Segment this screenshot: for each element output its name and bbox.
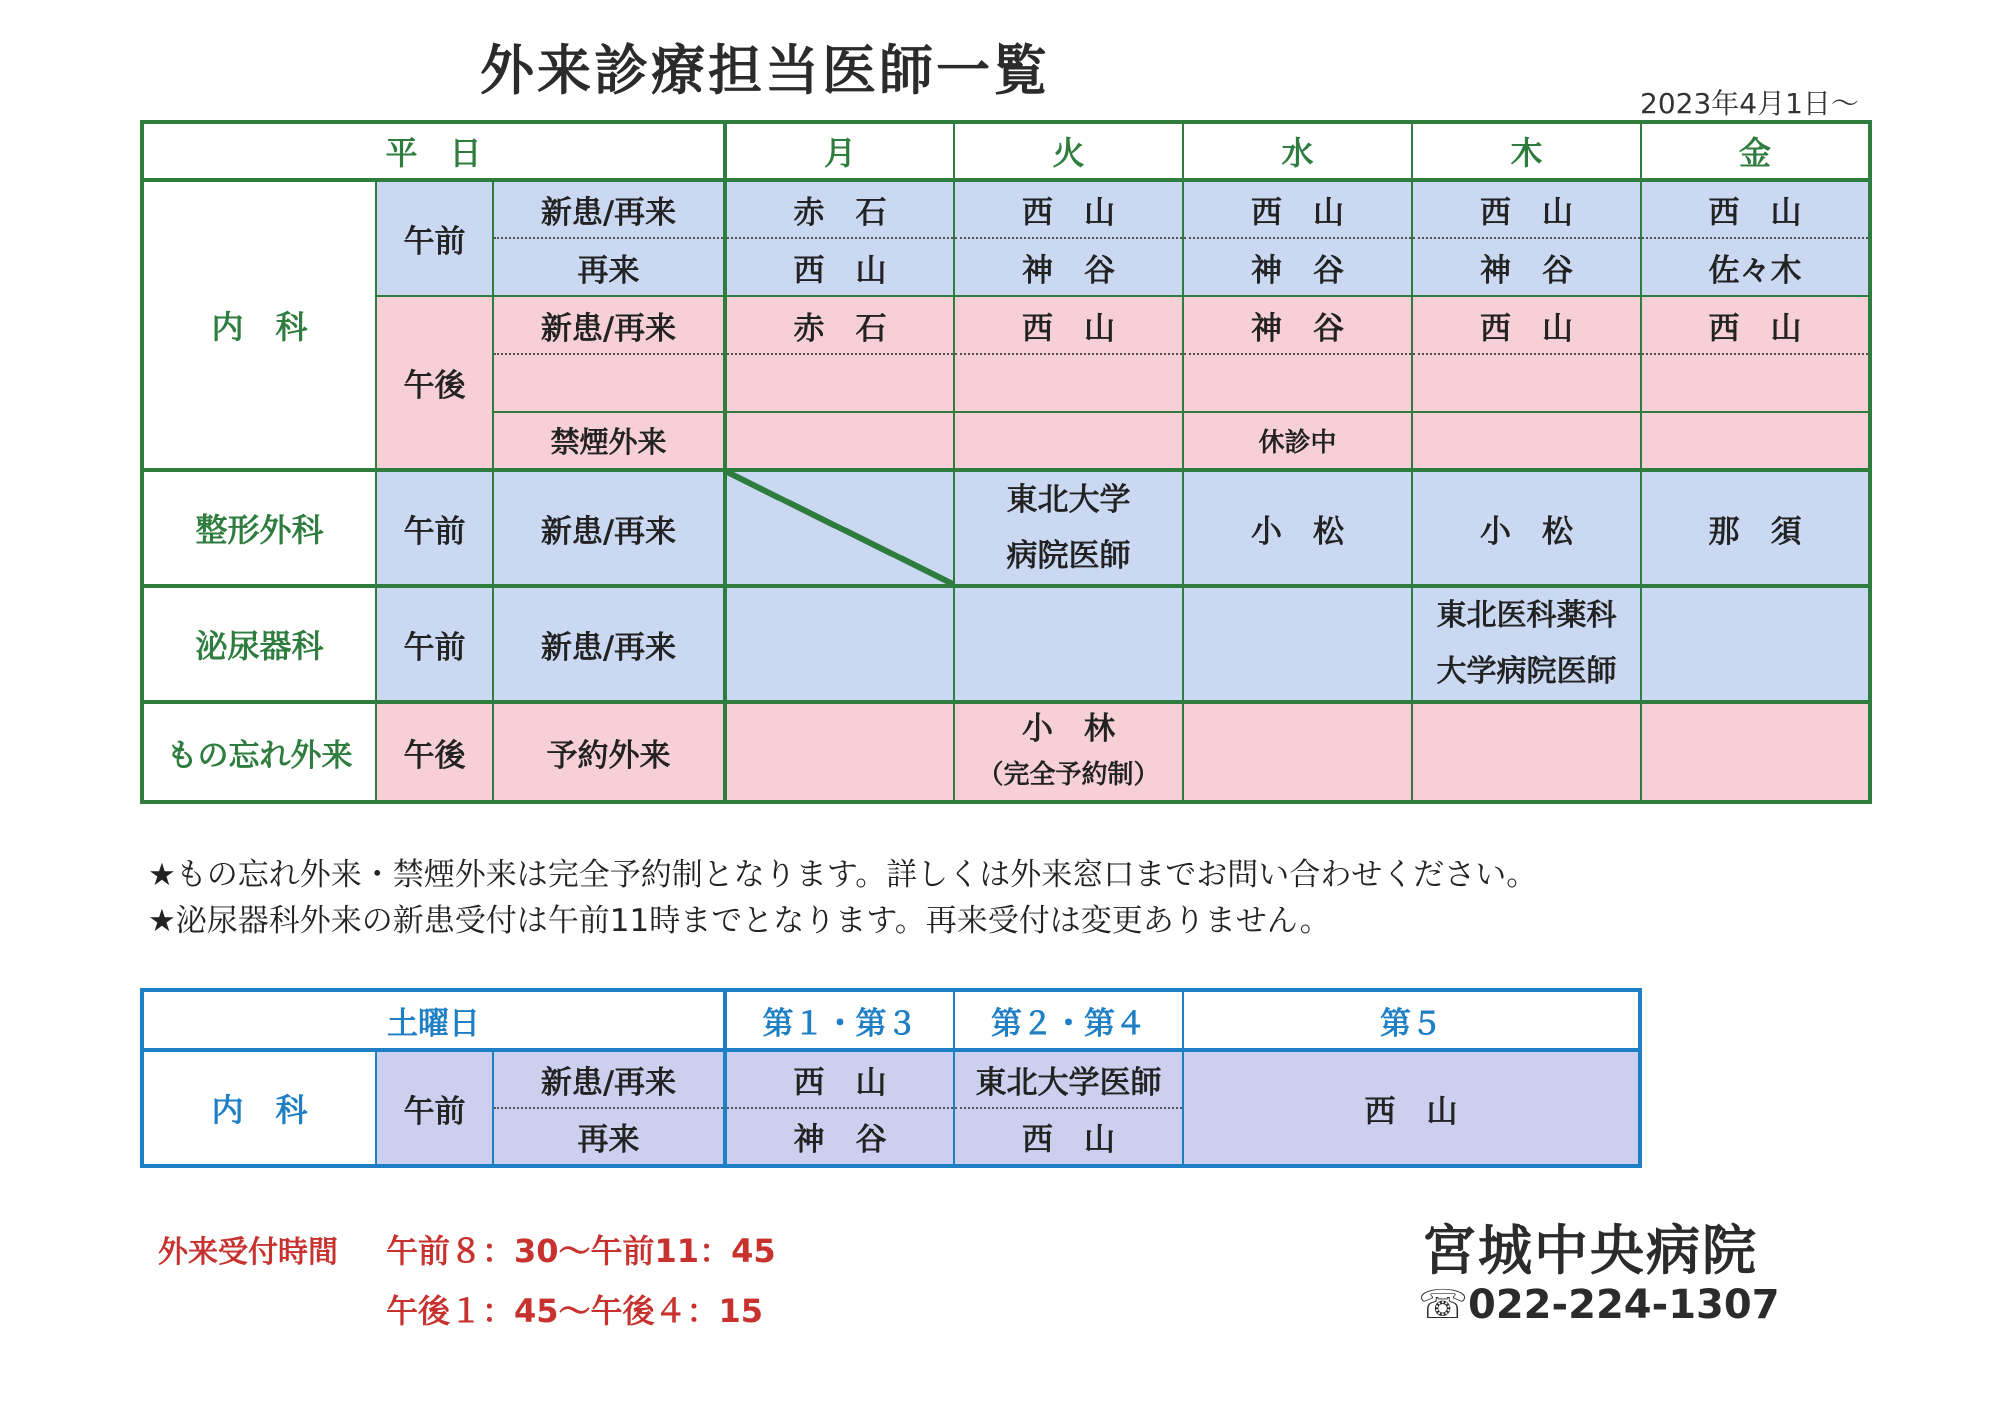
empty-cell: [1641, 354, 1870, 412]
visit-type: 新患/再来: [493, 470, 725, 586]
day-header-thu: 木: [1412, 122, 1641, 180]
visit-type: 新患/再来: [493, 586, 725, 702]
doctor-cell: 西 山: [1183, 1050, 1640, 1166]
reception-hours-pm: [158, 1282, 776, 1340]
week-header-1-3: 第１・第３: [725, 990, 954, 1050]
doctor-cell: 那 須: [1641, 470, 1870, 586]
empty-cell: [1641, 586, 1870, 702]
reservation-note: （完全予約制）: [977, 760, 1160, 790]
doctor-cell: 神 谷: [1183, 296, 1412, 354]
week-header-2-4: 第２・第４: [954, 990, 1183, 1050]
doctor-cell: 西 山: [1412, 296, 1641, 354]
time-am: 午前: [376, 470, 493, 586]
dept-monowasure: もの忘れ外来: [142, 702, 376, 802]
visit-type: 再来: [493, 238, 725, 296]
time-pm: 午後: [376, 296, 493, 470]
empty-cell: [1412, 354, 1641, 412]
weekday-header-row: [142, 122, 1870, 180]
saturday-schedule-table: [140, 988, 1642, 1168]
dept-hinyo: 泌尿器科: [142, 586, 376, 702]
doctor-cell: 小 松: [1183, 470, 1412, 586]
doctor-cell: 西 山: [725, 1050, 954, 1108]
doctor-cell: 赤 石: [725, 180, 954, 238]
page-title: 外来診療担当医師一覧: [480, 39, 1050, 102]
doctor-cell: 西 山: [1412, 180, 1641, 238]
dept-seikei: 整形外科: [142, 470, 376, 586]
naika-am-new-row: [142, 180, 1870, 238]
doctor-cell: 東北大学医師: [954, 1050, 1183, 1108]
empty-cell: [954, 354, 1183, 412]
weekday-header-label: 平 日: [142, 122, 725, 180]
doctor-line: 大学病院医師: [1436, 654, 1617, 689]
empty-cell: [725, 586, 954, 702]
hinyo-row: [142, 586, 1870, 702]
saturday-new-row: [142, 1050, 1640, 1108]
empty-cell: [1641, 412, 1870, 470]
empty-cell: [1412, 702, 1641, 802]
hospital-name: 宮城中央病院: [1422, 1219, 1758, 1282]
doctor-cell: 神 谷: [954, 238, 1183, 296]
visit-type: 新患/再来: [493, 296, 725, 354]
note-line: ★泌尿器科外来の新患受付は午前11時までとなります。再来受付は変更ありません。: [148, 903, 1331, 939]
empty-cell: [1183, 702, 1412, 802]
time-am: 午前: [376, 586, 493, 702]
reception-hours-am: [158, 1222, 776, 1282]
doctor-cell: 神 谷: [1412, 238, 1641, 296]
effective-date: 2023年4月1日～: [1640, 87, 1859, 120]
naika-pm-new-row: [142, 296, 1870, 354]
seikei-row: [142, 470, 1870, 586]
doctor-cell: [954, 702, 1183, 802]
week-header-5: 第５: [1183, 990, 1640, 1050]
doctor-cell: 神 谷: [725, 1108, 954, 1166]
visit-type: 新患/再来: [493, 1050, 725, 1108]
reception-am-time: 午前８：30～午前11：45: [386, 1232, 776, 1270]
reception-pm-time: 午後１：45～午後４：15: [386, 1292, 764, 1330]
doctor-cell: 神 谷: [1183, 238, 1412, 296]
doctor-line: 小 林: [1022, 711, 1116, 747]
reception-hours: [158, 1222, 776, 1340]
empty-cell: [725, 702, 954, 802]
notes: [148, 852, 1537, 944]
doctor-cell: 西 山: [1641, 296, 1870, 354]
day-header-mon: 月: [725, 122, 954, 180]
day-header-fri: 金: [1641, 122, 1870, 180]
closed-note: 休診中: [1183, 412, 1412, 470]
dept-naika: 内 科: [142, 1050, 376, 1166]
empty-cell: [725, 354, 954, 412]
weekday-schedule-table: [140, 120, 1872, 804]
hospital-phone: ☏022-224-1307: [1418, 1282, 1780, 1328]
doctor-line: 東北医科薬科: [1436, 598, 1617, 633]
empty-cell: [725, 412, 954, 470]
doctor-cell: 西 山: [1641, 180, 1870, 238]
doctor-cell: 西 山: [1183, 180, 1412, 238]
doctor-line: 東北大学: [1006, 482, 1131, 518]
visit-type: 新患/再来: [493, 180, 725, 238]
empty-cell: [1183, 586, 1412, 702]
visit-type: 禁煙外来: [493, 412, 725, 470]
empty-cell: [493, 354, 725, 412]
empty-cell: [1183, 354, 1412, 412]
time-pm: 午後: [376, 702, 493, 802]
doctor-cell: [1412, 586, 1641, 702]
day-header-tue: 火: [954, 122, 1183, 180]
empty-cell: [954, 412, 1183, 470]
doctor-cell: 西 山: [954, 1108, 1183, 1166]
saturday-header-row: [142, 990, 1640, 1050]
monowasure-row: [142, 702, 1870, 802]
day-header-wed: 水: [1183, 122, 1412, 180]
doctor-line: 病院医師: [1006, 538, 1131, 574]
saturday-header-label: 土曜日: [142, 990, 725, 1050]
doctor-cell: 西 山: [954, 180, 1183, 238]
doctor-cell: 赤 石: [725, 296, 954, 354]
dept-naika: 内 科: [142, 180, 376, 470]
time-am: 午前: [376, 180, 493, 296]
empty-cell: [1412, 412, 1641, 470]
empty-cell: [954, 586, 1183, 702]
doctor-cell: 西 山: [725, 238, 954, 296]
doctor-cell: [954, 470, 1183, 586]
doctor-cell: 佐々木: [1641, 238, 1870, 296]
empty-cell: [1641, 702, 1870, 802]
note-line: ★もの忘れ外来・禁煙外来は完全予約制となります。詳しくは外来窓口までお問い合わせください。: [148, 857, 1538, 893]
not-applicable-slash-cell: [725, 470, 954, 586]
doctor-cell: 小 松: [1412, 470, 1641, 586]
time-am: 午前: [376, 1050, 493, 1166]
visit-type: 再来: [493, 1108, 725, 1166]
visit-type: 予約外来: [493, 702, 725, 802]
reception-hours-label: 外来受付時間: [158, 1235, 338, 1270]
doctor-cell: 西 山: [954, 296, 1183, 354]
